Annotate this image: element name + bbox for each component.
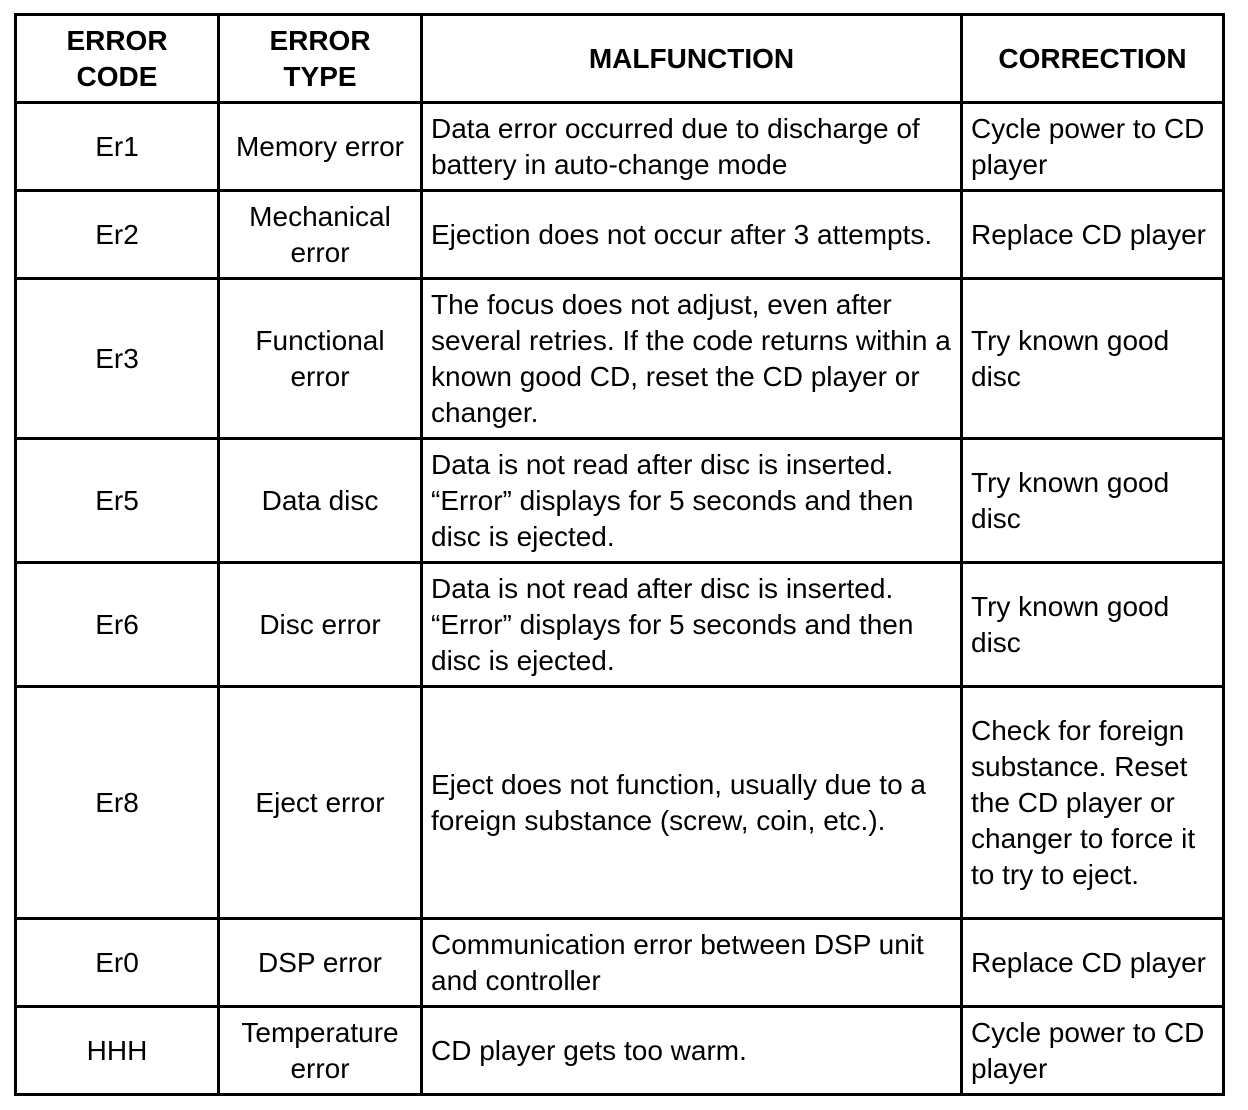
table-row bbox=[16, 103, 1224, 191]
cell-correction: Check for foreign substance. Reset the CD player or changer to force it to try to eject. bbox=[962, 687, 1224, 919]
cell-malfunction: Communication error between DSP unit and controller bbox=[422, 919, 962, 1007]
cell-error-code: Er2 bbox=[16, 191, 219, 279]
cell-error-type: Temperature error bbox=[219, 1007, 422, 1095]
cell-error-code: Er8 bbox=[16, 687, 219, 919]
cell-error-type: Data disc bbox=[219, 439, 422, 563]
cell-correction: Replace CD player bbox=[962, 191, 1224, 279]
cell-error-code: Er0 bbox=[16, 919, 219, 1007]
cell-correction: Cycle power to CD player bbox=[962, 1007, 1224, 1095]
table-row bbox=[16, 1007, 1224, 1095]
header-malfunction: MALFUNCTION bbox=[422, 15, 962, 103]
table-row bbox=[16, 279, 1224, 439]
cell-error-code: Er6 bbox=[16, 563, 219, 687]
cell-correction: Try known good disc bbox=[962, 279, 1224, 439]
cell-error-code: Er3 bbox=[16, 279, 219, 439]
cell-malfunction: The focus does not adjust, even after several retries. If the code returns within a known good CD, reset the CD player or changer. bbox=[422, 279, 962, 439]
table-row bbox=[16, 919, 1224, 1007]
header-correction: CORRECTION bbox=[962, 15, 1224, 103]
cell-malfunction: Eject does not function, usually due to a foreign substance (screw, coin, etc.). bbox=[422, 687, 962, 919]
table-row bbox=[16, 191, 1224, 279]
cell-correction: Cycle power to CD player bbox=[962, 103, 1224, 191]
cell-error-type: Mechanical error bbox=[219, 191, 422, 279]
header-error-type: ERROR TYPE bbox=[219, 15, 422, 103]
error-code-table bbox=[14, 13, 1225, 1096]
cell-malfunction: Data is not read after disc is inserted. “Error” displays for 5 seconds and then disc is ejected. bbox=[422, 439, 962, 563]
table-row bbox=[16, 687, 1224, 919]
header-row bbox=[16, 15, 1224, 103]
table-row bbox=[16, 439, 1224, 563]
cell-correction: Try known good disc bbox=[962, 563, 1224, 687]
cell-error-code: Er1 bbox=[16, 103, 219, 191]
header-error-code: ERROR CODE bbox=[16, 15, 219, 103]
cell-error-type: DSP error bbox=[219, 919, 422, 1007]
cell-malfunction: CD player gets too warm. bbox=[422, 1007, 962, 1095]
table-row bbox=[16, 563, 1224, 687]
cell-correction: Replace CD player bbox=[962, 919, 1224, 1007]
cell-malfunction: Data is not read after disc is inserted. “Error” displays for 5 seconds and then disc is ejected. bbox=[422, 563, 962, 687]
cell-error-type: Memory error bbox=[219, 103, 422, 191]
cell-error-type: Functional error bbox=[219, 279, 422, 439]
cell-correction: Try known good disc bbox=[962, 439, 1224, 563]
cell-malfunction: Data error occurred due to discharge of battery in auto-change mode bbox=[422, 103, 962, 191]
cell-malfunction: Ejection does not occur after 3 attempts. bbox=[422, 191, 962, 279]
cell-error-type: Eject error bbox=[219, 687, 422, 919]
cell-error-code: HHH bbox=[16, 1007, 219, 1095]
cell-error-code: Er5 bbox=[16, 439, 219, 563]
cell-error-type: Disc error bbox=[219, 563, 422, 687]
